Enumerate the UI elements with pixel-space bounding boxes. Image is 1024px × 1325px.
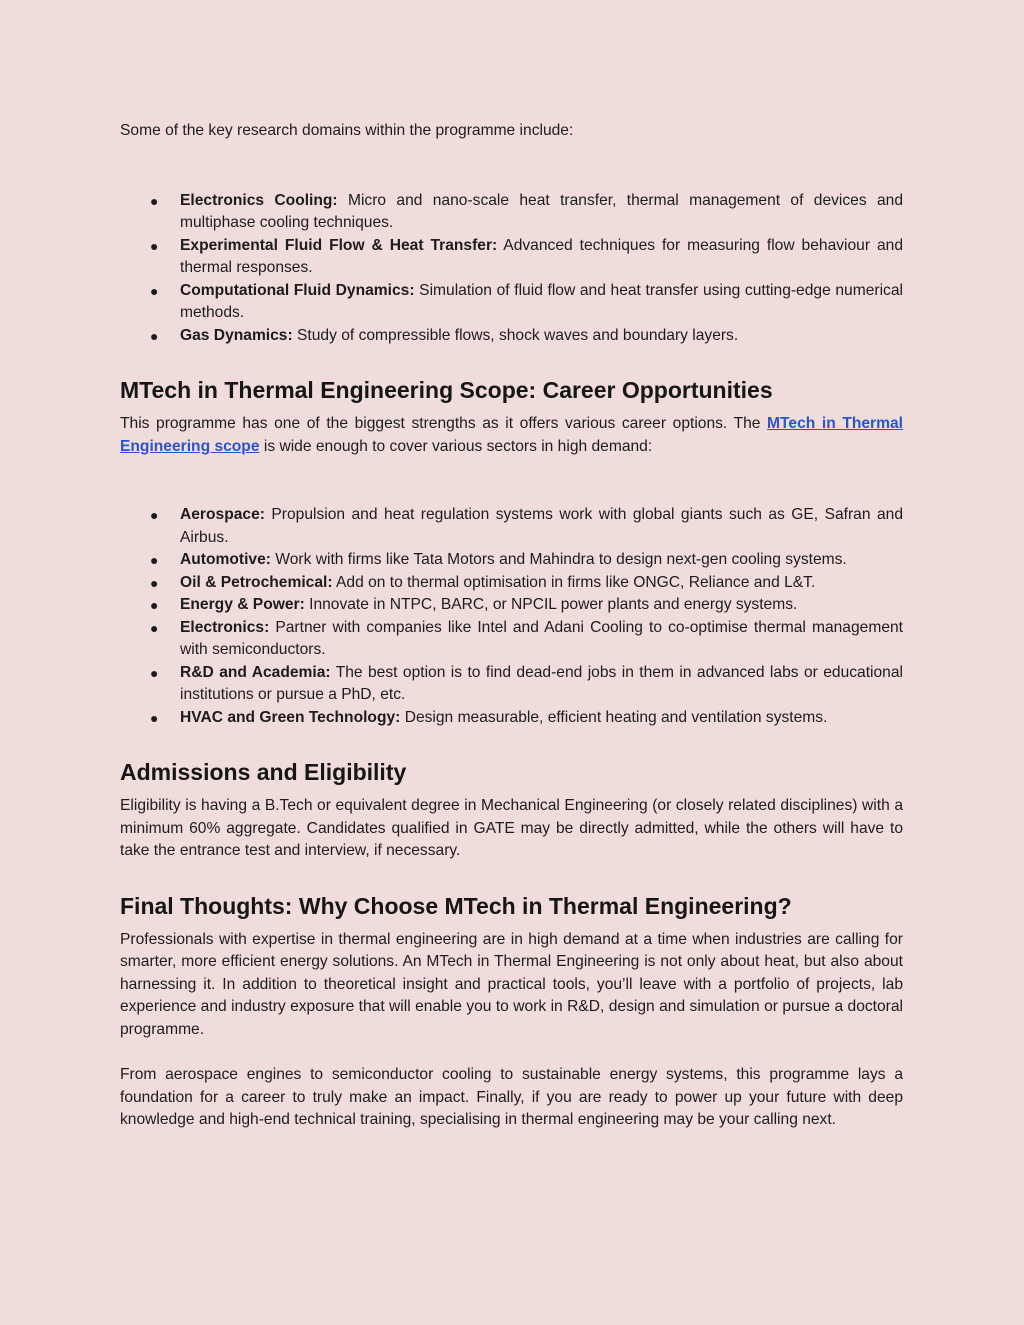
list-item-label: R&D and Academia:	[180, 663, 331, 681]
list-item	[150, 617, 903, 662]
list-item-label: Automotive:	[180, 551, 271, 568]
scope-paragraph	[120, 413, 903, 458]
document-content	[120, 120, 903, 1132]
scope-heading: MTech in Thermal Engineering Scope: Career Opportunities	[120, 377, 773, 403]
list-item-text: Work with firms like Tata Motors and Mahindra to design next-gen cooling systems.	[270, 551, 847, 568]
list-item-label: HVAC and Green Technology:	[180, 708, 401, 726]
list-item-text: Study of compressible flows, shock waves and boundary layers.	[292, 326, 739, 344]
list-item-label: Oil & Petrochemical:	[180, 573, 333, 591]
list-item-text: Advanced techniques for measuring flow behaviour and thermal responses.	[180, 236, 904, 276]
list-item-label: Electronics:	[180, 618, 270, 636]
bullet-icon: ●	[150, 597, 159, 613]
bullet-icon: ●	[150, 574, 159, 591]
list-item-text: Add on to thermal optimisation in firms like ONGC, Reliance and L&T.	[332, 573, 816, 591]
list-item-label: Aerospace:	[180, 506, 265, 523]
bullet-icon: ●	[150, 237, 159, 254]
list-item	[150, 235, 904, 280]
list-item-label: Computational Fluid Dynamics:	[180, 281, 415, 299]
bullet-icon: ●	[150, 552, 159, 568]
list-item	[150, 280, 903, 325]
list-item	[150, 662, 903, 707]
scope-link[interactable]: MTech in Thermal Engineering scope	[120, 415, 903, 455]
list-item-text: Simulation of fluid flow and heat transfer using cutting-edge numerical methods.	[180, 281, 903, 321]
research-domains-list	[120, 190, 903, 348]
career-sectors-list	[120, 504, 903, 729]
final-thoughts-paragraph-2: From aerospace engines to semiconductor cooling to sustainable energy systems, this programme lays a foundation for a career to truly make an impact. Finally, if you are ready to power up your future with deep knowledge and high-end technical training, specialising in thermal engineering may be your calling next.	[120, 1066, 903, 1128]
list-item	[150, 594, 903, 617]
list-item-text: The best option is to find dead-end jobs in them in advanced labs or educational institutions or pursue a PhD, etc.	[180, 663, 903, 703]
final-thoughts-paragraph-1: Professionals with expertise in thermal engineering are in high demand at a time when industries are calling for smarter, more efficient energy solutions. An MTech in Thermal Engineering is not only about heat, but also about harnessing it. In addition to theoretical insight and practical tools, you’ll leave with a portfolio of projects, lab experience and industry exposure that will enable you to work in R&D, design and simulation or pursue a doctoral programme.	[120, 930, 903, 1038]
list-item-text: Micro and nano-scale heat transfer, thermal management of devices and multiphase cooling techniques.	[180, 191, 903, 231]
list-item-label: Energy & Power:	[180, 596, 305, 613]
list-item-label: Gas Dynamics:	[180, 326, 293, 344]
intro-text: Some of the key research domains within the programme include:	[120, 122, 574, 139]
list-item-text: Propulsion and heat regulation systems work with global giants such as GE, Safran and Airbus.	[180, 506, 903, 546]
list-item	[150, 572, 903, 595]
list-item-text: Partner with companies like Intel and Adani Cooling to co-optimise thermal management with semiconductors.	[180, 618, 903, 658]
list-item	[150, 190, 903, 235]
bullet-icon: ●	[150, 282, 159, 299]
bullet-icon: ●	[150, 327, 159, 344]
scope-text-after: is wide enough to cover various sectors in high demand:	[259, 437, 653, 455]
final-thoughts-heading: Final Thoughts: Why Choose MTech in Thermal Engineering?	[120, 892, 792, 919]
list-item	[150, 325, 903, 348]
bullet-icon: ●	[150, 507, 159, 523]
bullet-icon: ●	[150, 192, 159, 209]
bullet-icon: ●	[150, 664, 159, 681]
scope-text-before: This programme has one of the biggest strengths as it offers various career options. The	[120, 415, 768, 432]
list-item	[150, 504, 903, 549]
list-item-text: Design measurable, efficient heating and ventilation systems.	[400, 708, 828, 726]
bullet-icon: ●	[150, 619, 159, 636]
list-item-label: Electronics Cooling:	[180, 191, 338, 209]
admissions-paragraph: Eligibility is having a B.Tech or equivalent degree in Mechanical Engineering (or closely related disciplines) with a minimum 60% aggregate. Candidates qualified in GATE may be directly admitted, while the others will have to take the entrance test and interview, if necessary.	[120, 797, 903, 859]
list-item-label: Experimental Fluid Flow & Heat Transfer:	[180, 236, 498, 254]
list-item	[150, 549, 903, 572]
list-item-text: Innovate in NTPC, BARC, or NPCIL power plants and energy systems.	[304, 596, 798, 613]
bullet-icon: ●	[150, 709, 159, 726]
list-item	[150, 707, 903, 730]
admissions-heading: Admissions and Eligibility	[120, 759, 407, 785]
